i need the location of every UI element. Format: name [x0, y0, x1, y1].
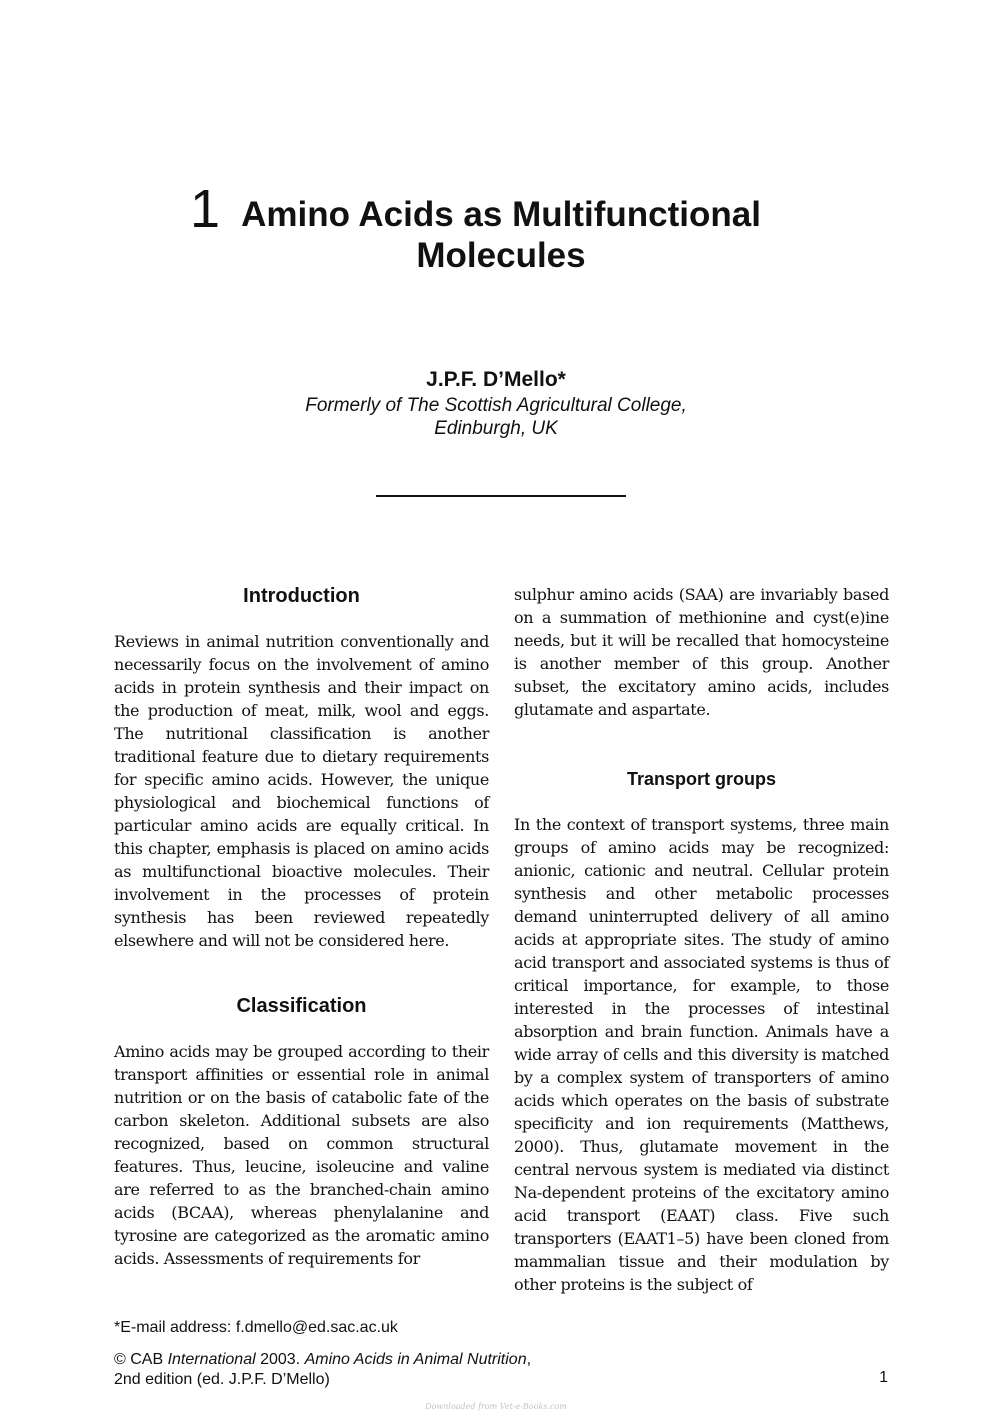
copyright-publisher: International	[167, 1351, 256, 1368]
author-email-footnote: *E-mail address: f.dmello@ed.sac.ac.uk	[114, 1319, 398, 1336]
author-affiliation-line-1: Formerly of The Scottish Agricultural College,	[305, 395, 687, 416]
page-number: 1	[879, 1369, 888, 1386]
chapter-number: 1	[190, 179, 221, 239]
copyright-prefix: © CAB	[114, 1351, 168, 1368]
author-affiliation-line-2: Edinburgh, UK	[434, 418, 558, 439]
chapter-title: Amino Acids as Multifunctional Molecules	[241, 195, 761, 275]
section-heading-introduction: Introduction	[243, 585, 360, 607]
introduction-paragraph: Reviews in animal nutrition conventionally and necessarily focus on the involvement of amino acids in protein synthesis and their impact on the production of meat, milk, wool and eggs. The nutritional classification is another traditional feature due to dietary requirements for specific amino acids. However, the unique physiological and biochemical functions of particular amino acids are equally critical. In this chapter, emphasis is placed on amino acids as multifunctional bioactive molecules. Their involvement in the processes of protein synthesis has been reviewed repeatedly elsewhere and will not be considered here.	[114, 632, 489, 950]
copyright-notice	[114, 1350, 531, 1390]
book-title: Amino Acids in Animal Nutrition	[304, 1351, 527, 1368]
copyright-line-1	[114, 1350, 531, 1370]
section-heading-classification: Classification	[236, 995, 367, 1017]
copyright-year: 2003.	[255, 1351, 305, 1368]
classification-paragraph: Amino acids may be grouped according to their transport affinities or essential role in animal nutrition or on the basis of catabolic fate of the carbon skeleton. Additional subsets are also recognized, based on common structural features. Thus, leucine, isoleucine and valine are referred to as the branched-chain amino acids (BCAA), whereas phenylalanine and tyrosine are categorized as the aromatic amino acids. Assessments of requirements for	[114, 1042, 489, 1268]
author-name: J.P.F. D’Mello*	[426, 368, 566, 391]
classification-paragraph-continued: sulphur amino acids (SAA) are invariably based on a summation of methionine and cyst(e)ine needs, but it will be recalled that homocysteine is another member of this group. Another subset, the excitatory amino acids, includes glutamate and aspartate.	[514, 585, 889, 719]
byline	[0, 366, 992, 440]
book-title-comma: ,	[526, 1351, 532, 1368]
right-column	[514, 583, 889, 1296]
title-divider-rule	[376, 495, 626, 497]
chapter-heading	[0, 178, 992, 288]
copyright-edition: 2nd edition (ed. J.P.F. D’Mello)	[114, 1371, 330, 1388]
left-column	[114, 583, 489, 1311]
download-watermark: Downloaded from Vet-e-Books.com	[425, 1402, 567, 1411]
subsection-heading-transport-groups: Transport groups	[626, 769, 776, 789]
transport-groups-paragraph: In the context of transport systems, three main groups of amino acids may be recognized: anionic, cationic and neutral. Cellular protein synthesis and other metabolic processes demand uninterrupted delivery of all amino acids at appropriate sites. The study of amino acid transport and associated systems is thus of critical importance, for example, to those interested in the processes of intestinal absorption and brain function. Animals have a wide array of cells and this diversity is matched by a complex system of transporters of amino acids which operates on the basis of substrate specificity and ion requirements (Matthews, 2000). Thus, glutamate movement in the central nervous system is mediated via distinct Na-dependent proteins of the excitatory amino acid transport (EAAT) class. Five such transporters (EAAT1–5) have been cloned from mammalian tissue and their modulation by other proteins is the subject of	[514, 815, 889, 1294]
